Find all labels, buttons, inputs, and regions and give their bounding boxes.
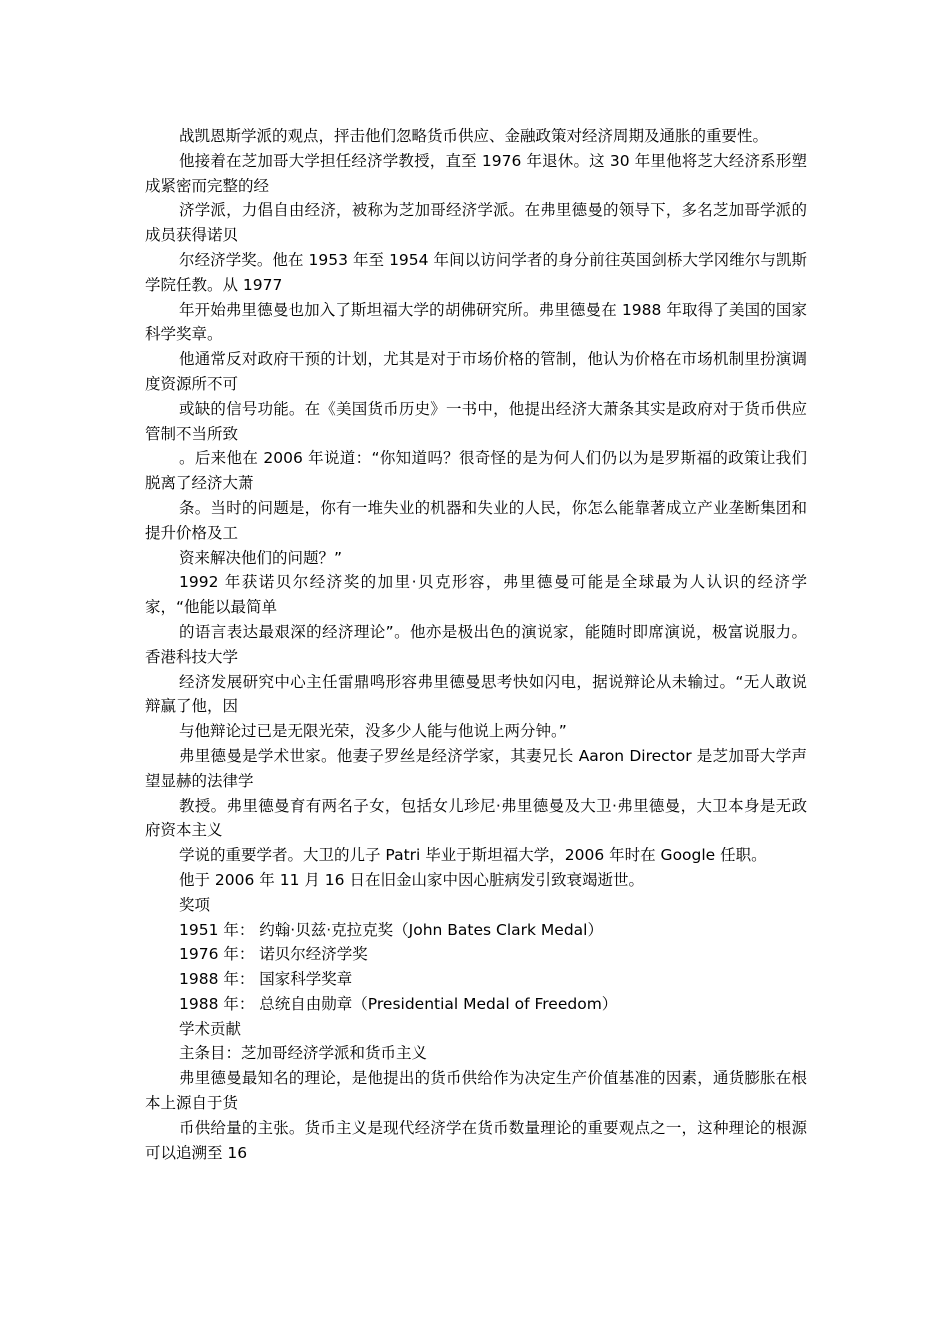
paragraph: 经济发展研究中心主任雷鼎鸣形容弗里德曼思考快如闪电，据说辩论从未输过。“无人敢说辩赢了他，因 [145,672,807,716]
paragraph: 或缺的信号功能。在《美国货币历史》一书中，他提出经济大萧条其实是政府对于货币供应管制不当所致 [145,399,807,443]
paragraph: 弗里德曼最知名的理论，是他提出的货币供给作为决定生产价值基准的因素，通货膨胀在根本上源自于货 [145,1069,807,1113]
paragraph: 战凯恩斯学派的观点，抨击他们忽略货币供应、金融政策对经济周期及通胀的重要性。 [179,127,769,145]
section-heading: 奖项 [179,895,211,914]
award-item: 1988 年： 总统自由勋章（Presidential Medal of Freedom） [179,994,618,1013]
document-body [145,124,807,1165]
paragraph: 的语言表达最艰深的经济理论”。他亦是极出色的演说家，能随时即席演说，极富说服力。香港科技大学 [145,622,807,666]
award-item: 1988 年： 国家科学奖章 [179,970,353,989]
paragraph: 与他辩论过已是无限光荣，没多少人能与他说上两分钟。” [179,722,567,741]
paragraph: 币供给量的主张。货币主义是现代经济学在货币数量理论的重要观点之一，这种理论的根源可以追溯至 16 [145,1118,807,1162]
main-entry-note: 主条目：芝加哥经济学派和货币主义 [179,1044,428,1063]
award-item: 1976 年： 诺贝尔经济学奖 [179,945,368,964]
paragraph: 弗里德曼是学术世家。他妻子罗丝是经济学家，其妻兄长 Aaron Director 是芝加哥大学声望显赫的法律学 [145,746,807,790]
award-item: 1951 年： 约翰·贝兹·克拉克奖（John Bates Clark Medal） [179,920,603,939]
paragraph: 1992 年获诺贝尔经济奖的加里·贝克形容，弗里德曼可能是全球最为人认识的经济学家，“他能以最简单 [145,573,807,617]
paragraph: 尔经济学奖。他在 1953 年至 1954 年间以访问学者的身分前往英国剑桥大学冈维尔与凯斯学院任教。从 1977 [145,250,807,294]
paragraph: 他接着在芝加哥大学担任经济学教授，直至 1976 年退休。这 30 年里他将芝大经济系形塑成紧密而完整的经 [145,151,807,195]
paragraph: 资来解决他们的问题？” [179,548,343,567]
paragraph: 济学派，力倡自由经济，被称为芝加哥经济学派。在弗里德曼的领导下，多名芝加哥学派的成员获得诺贝 [145,201,807,245]
paragraph: 教授。弗里德曼育有两名子女，包括女儿珍尼·弗里德曼及大卫·弗里德曼，大卫本身是无政府资本主义 [145,796,807,840]
paragraph: 。后来他在 2006 年说道：“你知道吗？很奇怪的是为何人们仍以为是罗斯福的政策让我们脱离了经济大萧 [145,449,807,493]
paragraph: 年开始弗里德曼也加入了斯坦福大学的胡佛研究所。弗里德曼在 1988 年取得了美国的国家科学奖章。 [145,300,807,344]
paragraph: 条。当时的问题是，你有一堆失业的机器和失业的人民，你怎么能靠著成立产业垄断集团和提升价格及工 [145,498,807,542]
paragraph: 学说的重要学者。大卫的儿子 Patri 毕业于斯坦福大学，2006 年时在 Google 任职。 [179,846,767,865]
section-heading: 学术贡献 [179,1019,242,1038]
paragraph: 他于 2006 年 11 月 16 日在旧金山家中因心脏病发引致衰竭逝世。 [179,870,644,889]
paragraph: 他通常反对政府干预的计划，尤其是对于市场价格的管制，他认为价格在市场机制里扮演调度资源所不可 [145,350,807,393]
